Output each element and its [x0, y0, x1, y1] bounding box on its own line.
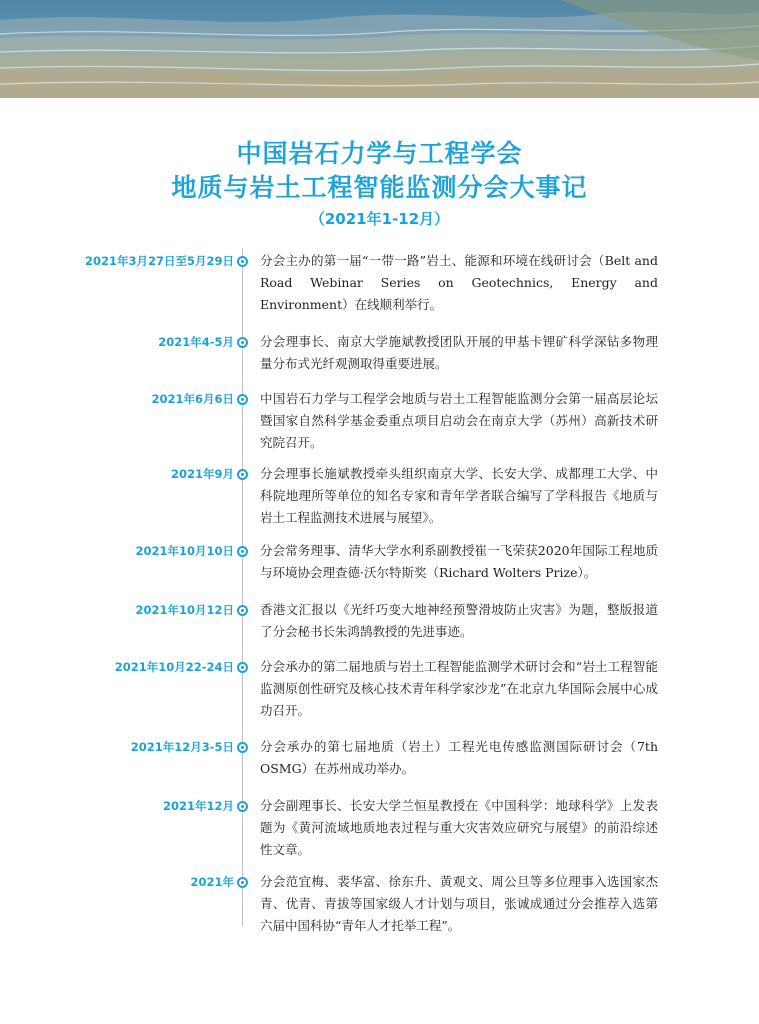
- timeline-dot-icon: [237, 742, 248, 753]
- timeline-dot-icon: [237, 256, 248, 267]
- event-text: 香港文汇报以《光纤巧变大地神经预警滑坡防止灾害》为题，整版报道了分会秘书长朱鸿鹄教授的先进事迹。: [260, 602, 658, 639]
- open-pit-mine-photo: [0, 0, 759, 98]
- event-date: 2021年12月: [162, 799, 234, 813]
- timeline-dot-icon: [237, 801, 248, 812]
- event-date: 2021年4-5月: [158, 335, 234, 349]
- event-text: 分会承办的第二届地质与岩土工程智能监测学术研讨会和“岩土工程智能监测原创性研究及核心技术青年科学家沙龙”在北京九华国际会展中心成功召开。: [260, 659, 658, 718]
- timeline-dot-icon: [237, 394, 248, 405]
- timeline-dot-icon: [237, 877, 248, 888]
- timeline-dot-icon: [237, 662, 248, 673]
- timeline-axis: [242, 248, 243, 926]
- event-text: 分会主办的第一届“一带一路”岩土、能源和环境在线研讨会（Belt and Road Webinar Series on Geotechnics, Energy and Environment）在线顺利举行。: [260, 253, 658, 312]
- event-text: 分会常务理事、清华大学水利系副教授崔一飞荣获2020年国际工程地质与环境协会理查德·沃尔特斯奖（Richard Wolters Prize）。: [260, 543, 658, 580]
- timeline-dot-icon: [237, 546, 248, 557]
- event-date: 2021年12月3-5日: [130, 740, 234, 754]
- event-date: 2021年10月10日: [135, 544, 234, 558]
- event-date: 2021年9月: [170, 467, 234, 481]
- event-date: 2021年3月27日至5月29日: [84, 254, 234, 268]
- event-date: 2021年10月12日: [135, 603, 234, 617]
- event-text: 分会副理事长、长安大学兰恒星教授在《中国科学：地球科学》上发表题为《黄河流域地质地表过程与重大灾害效应研究与展望》的前沿综述性文章。: [260, 798, 658, 857]
- event-date: 2021年6月6日: [151, 392, 234, 406]
- event-text: 分会承办的第七届地质（岩土）工程光电传感监测国际研讨会（7th OSMG）在苏州成功举办。: [260, 739, 658, 776]
- timeline-dot-icon: [237, 469, 248, 480]
- period-subtitle: （2021年1-12月）: [309, 210, 450, 228]
- header-banner-image: [0, 0, 759, 98]
- event-text: 中国岩石力学与工程学会地质与岩土工程智能监测分会第一届高层论坛暨国家自然科学基金委重点项目启动会在南京大学（苏州）高新技术研究院召开。: [260, 391, 658, 450]
- event-text: 分会范宜梅、裴华富、徐东升、黄观文、周公旦等多位理事入选国家杰青、优青、青拔等国家级人才计划与项目，张诚成通过分会推荐入选第六届中国科协“青年人才托举工程”。: [260, 874, 658, 933]
- event-text: 分会理事长施斌教授牵头组织南京大学、长安大学、成都理工大学、中科院地理所等单位的知名专家和青年学者联合编写了学科报告《地质与岩土工程监测技术进展与展望》。: [260, 466, 658, 525]
- timeline-dot-icon: [237, 337, 248, 348]
- event-text: 分会理事长、南京大学施斌教授团队开展的甲基卡锂矿科学深钻多物理量分布式光纤观测取得重要进展。: [260, 334, 658, 371]
- title-line-1: 中国岩石力学与工程学会: [236, 139, 523, 168]
- event-date: 2021年: [190, 875, 234, 889]
- title-line-2: 地质与岩土工程智能监测分会大事记: [171, 173, 588, 202]
- event-date: 2021年10月22-24日: [114, 660, 234, 674]
- timeline-dot-icon: [237, 605, 248, 616]
